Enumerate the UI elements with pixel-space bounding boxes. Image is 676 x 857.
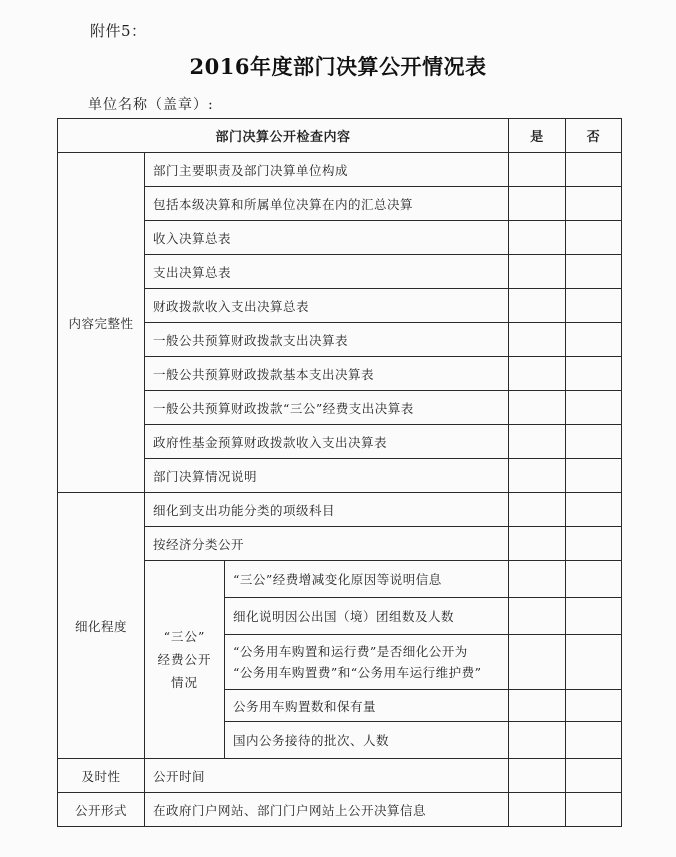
yes-check-cell[interactable] [509, 289, 566, 323]
header-yes: 是 [509, 119, 566, 153]
table-row [58, 759, 622, 793]
item-cell: 收入决算总表 [145, 221, 509, 255]
no-check-cell[interactable] [566, 459, 622, 493]
table-row [58, 493, 622, 527]
item-cell: 公务用车购置数和保有量 [225, 690, 509, 722]
no-check-cell[interactable] [566, 722, 622, 759]
disclosure-table [57, 118, 622, 827]
three-public-label-line: 情况 [170, 675, 198, 690]
yes-check-cell[interactable] [509, 527, 566, 561]
unit-name-label: 单位名称（盖章）: [88, 97, 214, 113]
three-public-label-line: “三公” [163, 629, 206, 644]
no-check-cell[interactable] [566, 493, 622, 527]
item-cell: 支出决算总表 [145, 255, 509, 289]
item-cell: “三公”经费增减变化原因等说明信息 [225, 561, 509, 598]
item-line: “公务用车购置和运行费”是否细化公开为 [233, 644, 468, 659]
disclosure-table-wrapper [57, 118, 621, 818]
item-cell: 一般公共预算财政拨款“三公”经费支出决算表 [145, 391, 509, 425]
no-check-cell[interactable] [566, 425, 622, 459]
attachment-label: 附件5： [90, 22, 147, 40]
yes-check-cell[interactable] [509, 598, 566, 635]
header-content: 部门决算公开检查内容 [58, 119, 509, 153]
item-cell [225, 635, 509, 690]
yes-check-cell[interactable] [509, 493, 566, 527]
yes-check-cell[interactable] [509, 425, 566, 459]
table-header-row [58, 119, 622, 153]
table-row [58, 153, 622, 187]
item-cell: 部门主要职责及部门决算单位构成 [145, 153, 509, 187]
item-cell: 细化说明因公出国（境）团组数及人数 [225, 598, 509, 635]
item-cell: 国内公务接待的批次、人数 [225, 722, 509, 759]
table-row [58, 793, 622, 827]
item-line: “公务用车购置费”和“公务用车运行维护费” [233, 665, 482, 680]
section-label-timeliness: 及时性 [58, 759, 145, 793]
header-no: 否 [566, 119, 622, 153]
yes-check-cell[interactable] [509, 690, 566, 722]
item-cell: 财政拨款收入支出决算总表 [145, 289, 509, 323]
no-check-cell[interactable] [566, 187, 622, 221]
yes-check-cell[interactable] [509, 153, 566, 187]
no-check-cell[interactable] [566, 289, 622, 323]
no-check-cell[interactable] [566, 759, 622, 793]
no-check-cell[interactable] [566, 598, 622, 635]
yes-check-cell[interactable] [509, 391, 566, 425]
item-cell: 部门决算情况说明 [145, 459, 509, 493]
item-cell: 在政府门户网站、部门门户网站上公开决算信息 [145, 793, 509, 827]
yes-check-cell[interactable] [509, 459, 566, 493]
yes-check-cell[interactable] [509, 357, 566, 391]
no-check-cell[interactable] [566, 153, 622, 187]
yes-check-cell[interactable] [509, 221, 566, 255]
item-cell: 按经济分类公开 [145, 527, 509, 561]
no-check-cell[interactable] [566, 527, 622, 561]
yes-check-cell[interactable] [509, 635, 566, 690]
three-public-label [145, 561, 225, 759]
no-check-cell[interactable] [566, 357, 622, 391]
three-public-label-line: 经费公开 [157, 652, 212, 667]
no-check-cell[interactable] [566, 793, 622, 827]
item-cell: 政府性基金预算财政拨款收入支出决算表 [145, 425, 509, 459]
no-check-cell[interactable] [566, 323, 622, 357]
yes-check-cell[interactable] [509, 187, 566, 221]
section-label-form: 公开形式 [58, 793, 145, 827]
yes-check-cell[interactable] [509, 323, 566, 357]
no-check-cell[interactable] [566, 561, 622, 598]
item-cell: 一般公共预算财政拨款基本支出决算表 [145, 357, 509, 391]
yes-check-cell[interactable] [509, 255, 566, 289]
yes-check-cell[interactable] [509, 793, 566, 827]
item-cell: 一般公共预算财政拨款支出决算表 [145, 323, 509, 357]
yes-check-cell[interactable] [509, 561, 566, 598]
page-title: 2016年度部门决算公开情况表 [189, 54, 487, 79]
section-label-completeness: 内容完整性 [58, 153, 145, 493]
item-cell: 公开时间 [145, 759, 509, 793]
no-check-cell[interactable] [566, 255, 622, 289]
no-check-cell[interactable] [566, 391, 622, 425]
section-label-detail: 细化程度 [58, 493, 145, 759]
yes-check-cell[interactable] [509, 722, 566, 759]
item-cell: 包括本级决算和所属单位决算在内的汇总决算 [145, 187, 509, 221]
yes-check-cell[interactable] [509, 759, 566, 793]
no-check-cell[interactable] [566, 690, 622, 722]
no-check-cell[interactable] [566, 635, 622, 690]
no-check-cell[interactable] [566, 221, 622, 255]
item-cell: 细化到支出功能分类的项级科目 [145, 493, 509, 527]
